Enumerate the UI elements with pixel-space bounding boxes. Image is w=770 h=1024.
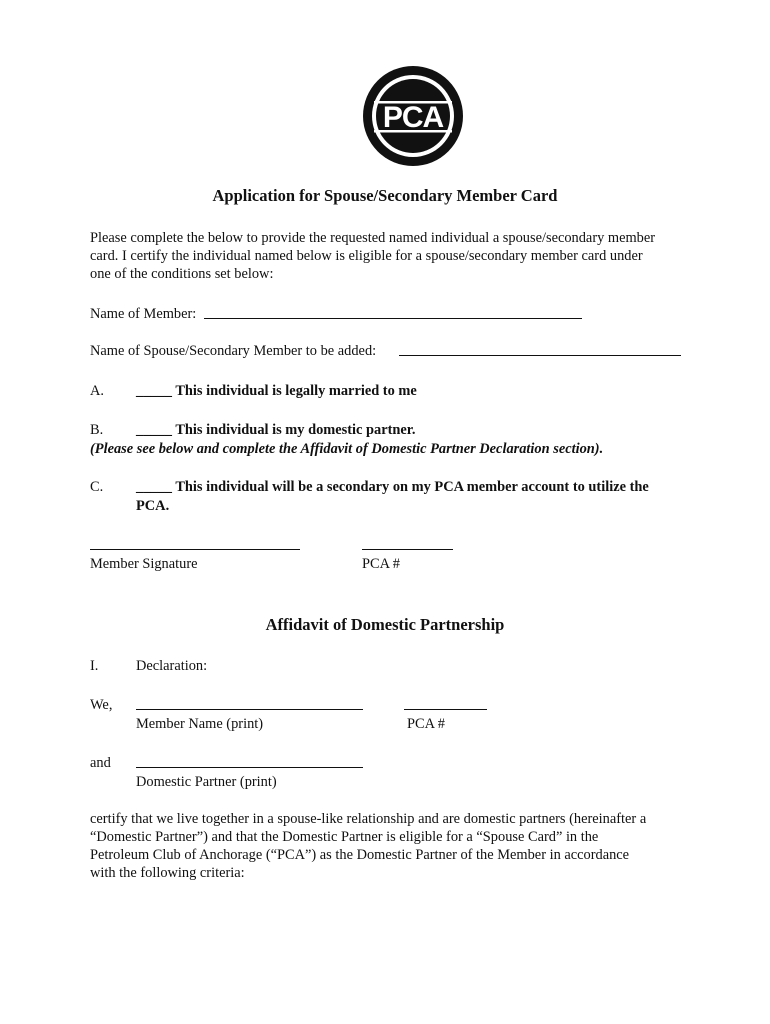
member-signature-field[interactable] — [90, 549, 300, 550]
member-name-print-label: Member Name (print) — [136, 716, 264, 732]
member-name-print-field[interactable] — [136, 709, 363, 710]
affidavit-pca-number-field[interactable] — [404, 709, 487, 710]
option-b-text[interactable]: _____ This individual is my domestic partner. — [136, 422, 416, 438]
domestic-partner-field[interactable] — [136, 767, 363, 768]
page-title: Application for Spouse/Secondary Member Card — [212, 186, 558, 205]
pca-number-label: PCA # — [362, 556, 400, 572]
option-a-letter: A. — [90, 383, 104, 399]
domestic-partner-label: Domestic Partner (print) — [136, 774, 277, 790]
affidavit-body-line-4: with the following criteria: — [90, 865, 245, 881]
member-name-label: Name of Member: — [90, 306, 197, 322]
member-signature-label: Member Signature — [90, 556, 198, 572]
intro-line-2: card. I certify the individual named below is eligible for a spouse/secondary member card under — [90, 248, 643, 264]
affidavit-body-line-3: Petroleum Club of Anchorage (“PCA”) as the Domestic Partner of the Member in accordance — [90, 847, 630, 863]
intro-line-1: Please complete the below to provide the requested named individual a spouse/secondary member — [90, 230, 656, 246]
option-c-text[interactable]: _____ This individual will be a secondary on my PCA member account to utilize the — [136, 479, 649, 495]
pca-logo — [361, 64, 465, 168]
svg-text:PCA: PCA — [382, 101, 444, 134]
pca-number-field[interactable] — [362, 549, 453, 550]
intro-line-3: one of the conditions set below: — [90, 266, 274, 282]
and-label: and — [90, 755, 111, 771]
affidavit-title: Affidavit of Domestic Partnership — [265, 615, 505, 634]
option-a-text[interactable]: _____ This individual is legally married to me — [136, 383, 417, 399]
affidavit-pca-number-label: PCA # — [407, 716, 445, 732]
member-name-field[interactable] — [204, 318, 582, 319]
option-b-note: (Please see below and complete the Affidavit of Domestic Partner Declaration section). — [90, 441, 604, 457]
option-c-letter: C. — [90, 479, 104, 495]
we-label: We, — [90, 697, 113, 713]
affidavit-body-line-1: certify that we live together in a spouse-like relationship and are domestic partners (hereinafter a — [90, 811, 647, 827]
affidavit-body-line-2: “Domestic Partner”) and that the Domestic Partner is eligible for a “Spouse Card” in the — [90, 829, 599, 845]
section-number: I. — [90, 658, 99, 674]
option-c-text-2: PCA. — [136, 498, 170, 514]
section-label: Declaration: — [136, 658, 208, 674]
spouse-name-label: Name of Spouse/Secondary Member to be added: — [90, 343, 377, 359]
spouse-name-field[interactable] — [399, 355, 681, 356]
option-b-letter: B. — [90, 422, 104, 438]
